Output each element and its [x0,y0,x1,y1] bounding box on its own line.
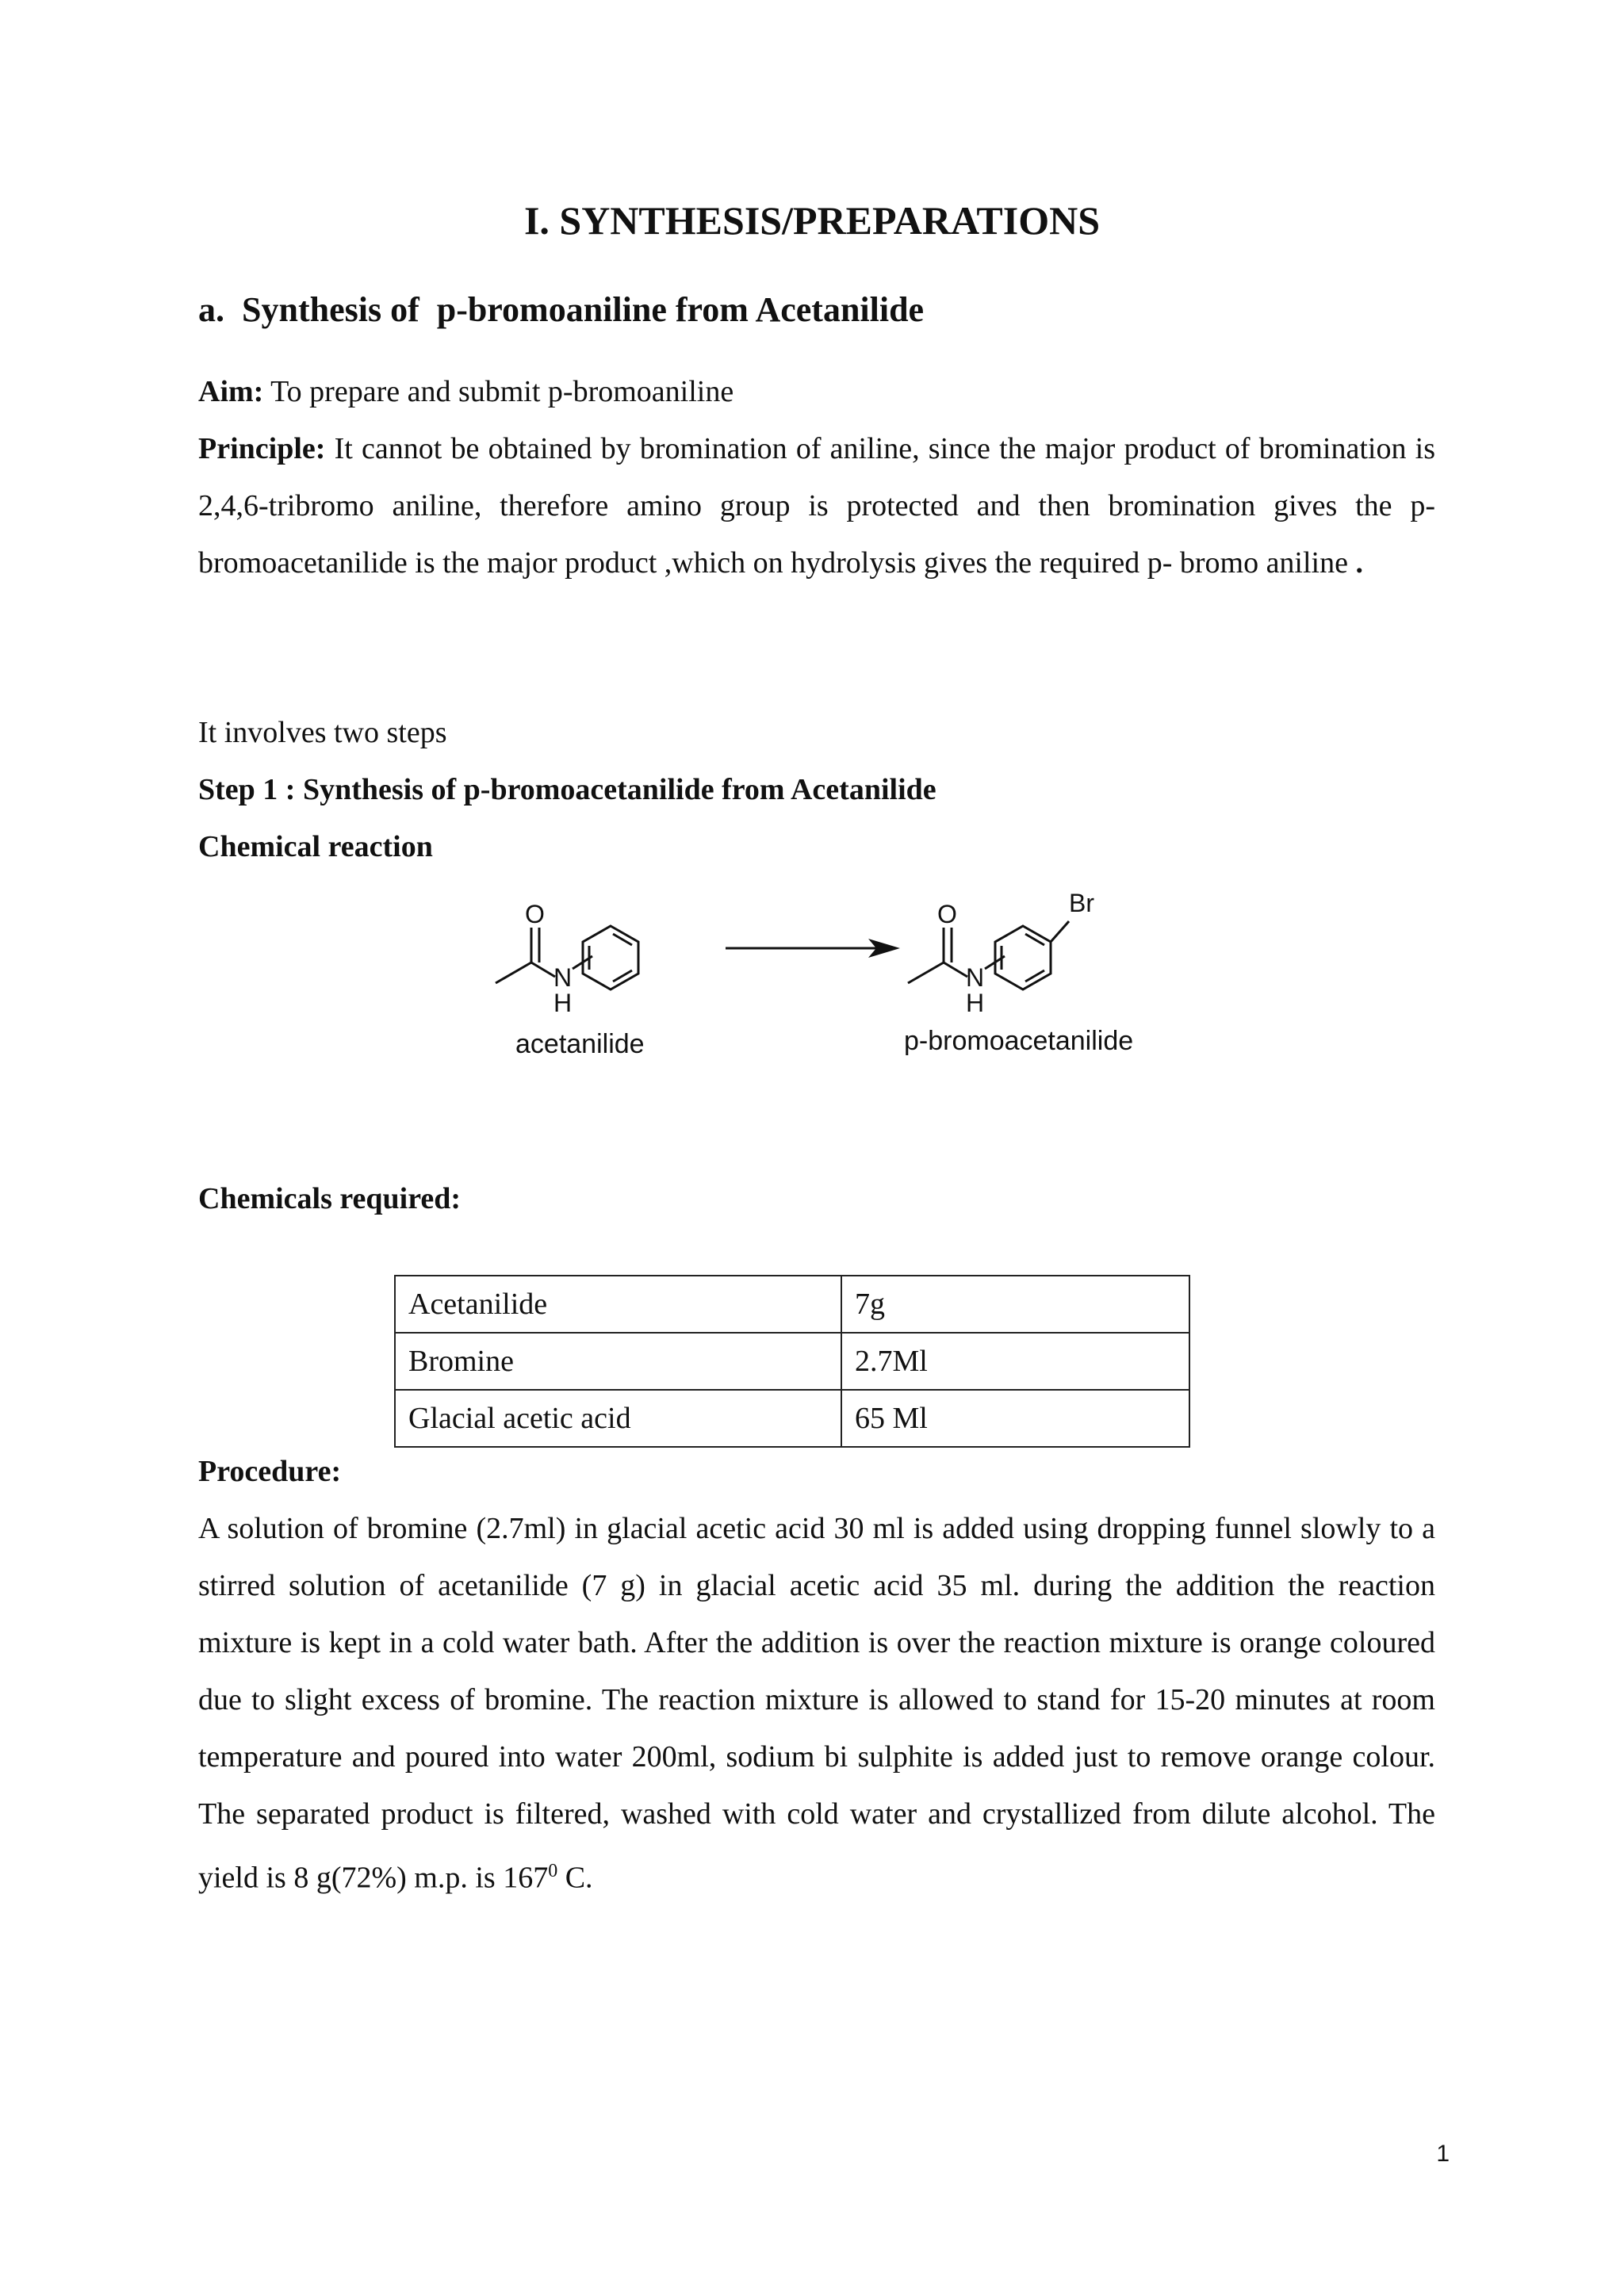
principle-end: . [1355,546,1363,580]
procedure-text: A solution of bromine (2.7ml) in glacial acetic acid 30 ml is added using dropping funnel slowly to a stirred solution of acetanilide (7 g) in glacial acetic acid 35 ml. during the addition the reaction mixture is kept in a cold water bath. After the addition is over the reaction mixture is orange coloured due to slight excess of bromine. The reaction mixture is allowed to stand for 15-20 minutes at room temperature and poured into water 200ml, sodium bi sulphite is added just to remove orange colour. The separated product is filtered, washed with cold water and crystallized from dilute alcohol. The yield is 8 g(72%) m.p. is 167 [198,1512,1435,1895]
product-hydrogen: H [966,989,985,1017]
p-bromoacetanilide-structure [908,921,1069,989]
chemical-amount: 2.7Ml [841,1333,1189,1390]
reaction-scheme [468,872,1182,1078]
acetanilide-nitrogen: N [553,963,573,992]
aim-label: Aim: [198,375,264,408]
reaction-arrow [726,939,900,958]
chemical-reaction-heading: Chemical reaction [198,830,433,863]
procedure-superscript: 0 [548,1861,558,1881]
step1-heading: Step 1 : Synthesis of p-bromoacetanilide from Acetanilide [198,773,936,806]
steps-intro: It involves two steps [198,716,447,749]
chemicals-heading: Chemicals required: [198,1182,462,1215]
table-row [395,1333,1189,1390]
procedure-paragraph [198,1500,1435,1907]
product-nitrogen: N [966,963,985,992]
section-heading [198,289,924,331]
section-heading-text: Synthesis of p-bromoaniline from Acetanilide [242,290,925,329]
principle-text: It cannot be obtained by bromination of aniline, since the major product of bromination is 2,4,6-tribromo aniline, therefore amino group is protected and then bromination gives the p-bromoacetanilide is the major product ,which on hydrolysis gives the required p- bromo aniline [198,432,1435,580]
page-number: 1 [1436,2141,1450,2167]
acetanilide-hydrogen: H [553,989,573,1017]
aim-text: To prepare and submit p-bromoaniline [263,375,734,408]
chemical-amount: 65 Ml [841,1390,1189,1447]
chemical-name: Bromine [395,1333,841,1390]
chemicals-table [394,1275,1190,1448]
principle-paragraph [198,420,1435,591]
chemical-name: Glacial acetic acid [395,1390,841,1447]
product-oxygen: O [937,900,957,928]
chemical-name: Acetanilide [395,1276,841,1333]
principle-label: Principle: [198,432,326,465]
aim-line [198,363,733,420]
procedure-end: C. [557,1861,593,1895]
product-bromine: Br [1069,889,1094,917]
reactant-label: acetanilide [515,1029,645,1059]
procedure-heading: Procedure: [198,1455,342,1488]
section-marker: a. [198,290,224,329]
table-row [395,1276,1189,1333]
chemical-amount: 7g [841,1276,1189,1333]
table-row [395,1390,1189,1447]
page-title: I. SYNTHESIS/PREPARATIONS [523,198,1101,243]
product-label: p-bromoacetanilide [904,1026,1134,1056]
acetanilide-oxygen: O [525,900,545,928]
